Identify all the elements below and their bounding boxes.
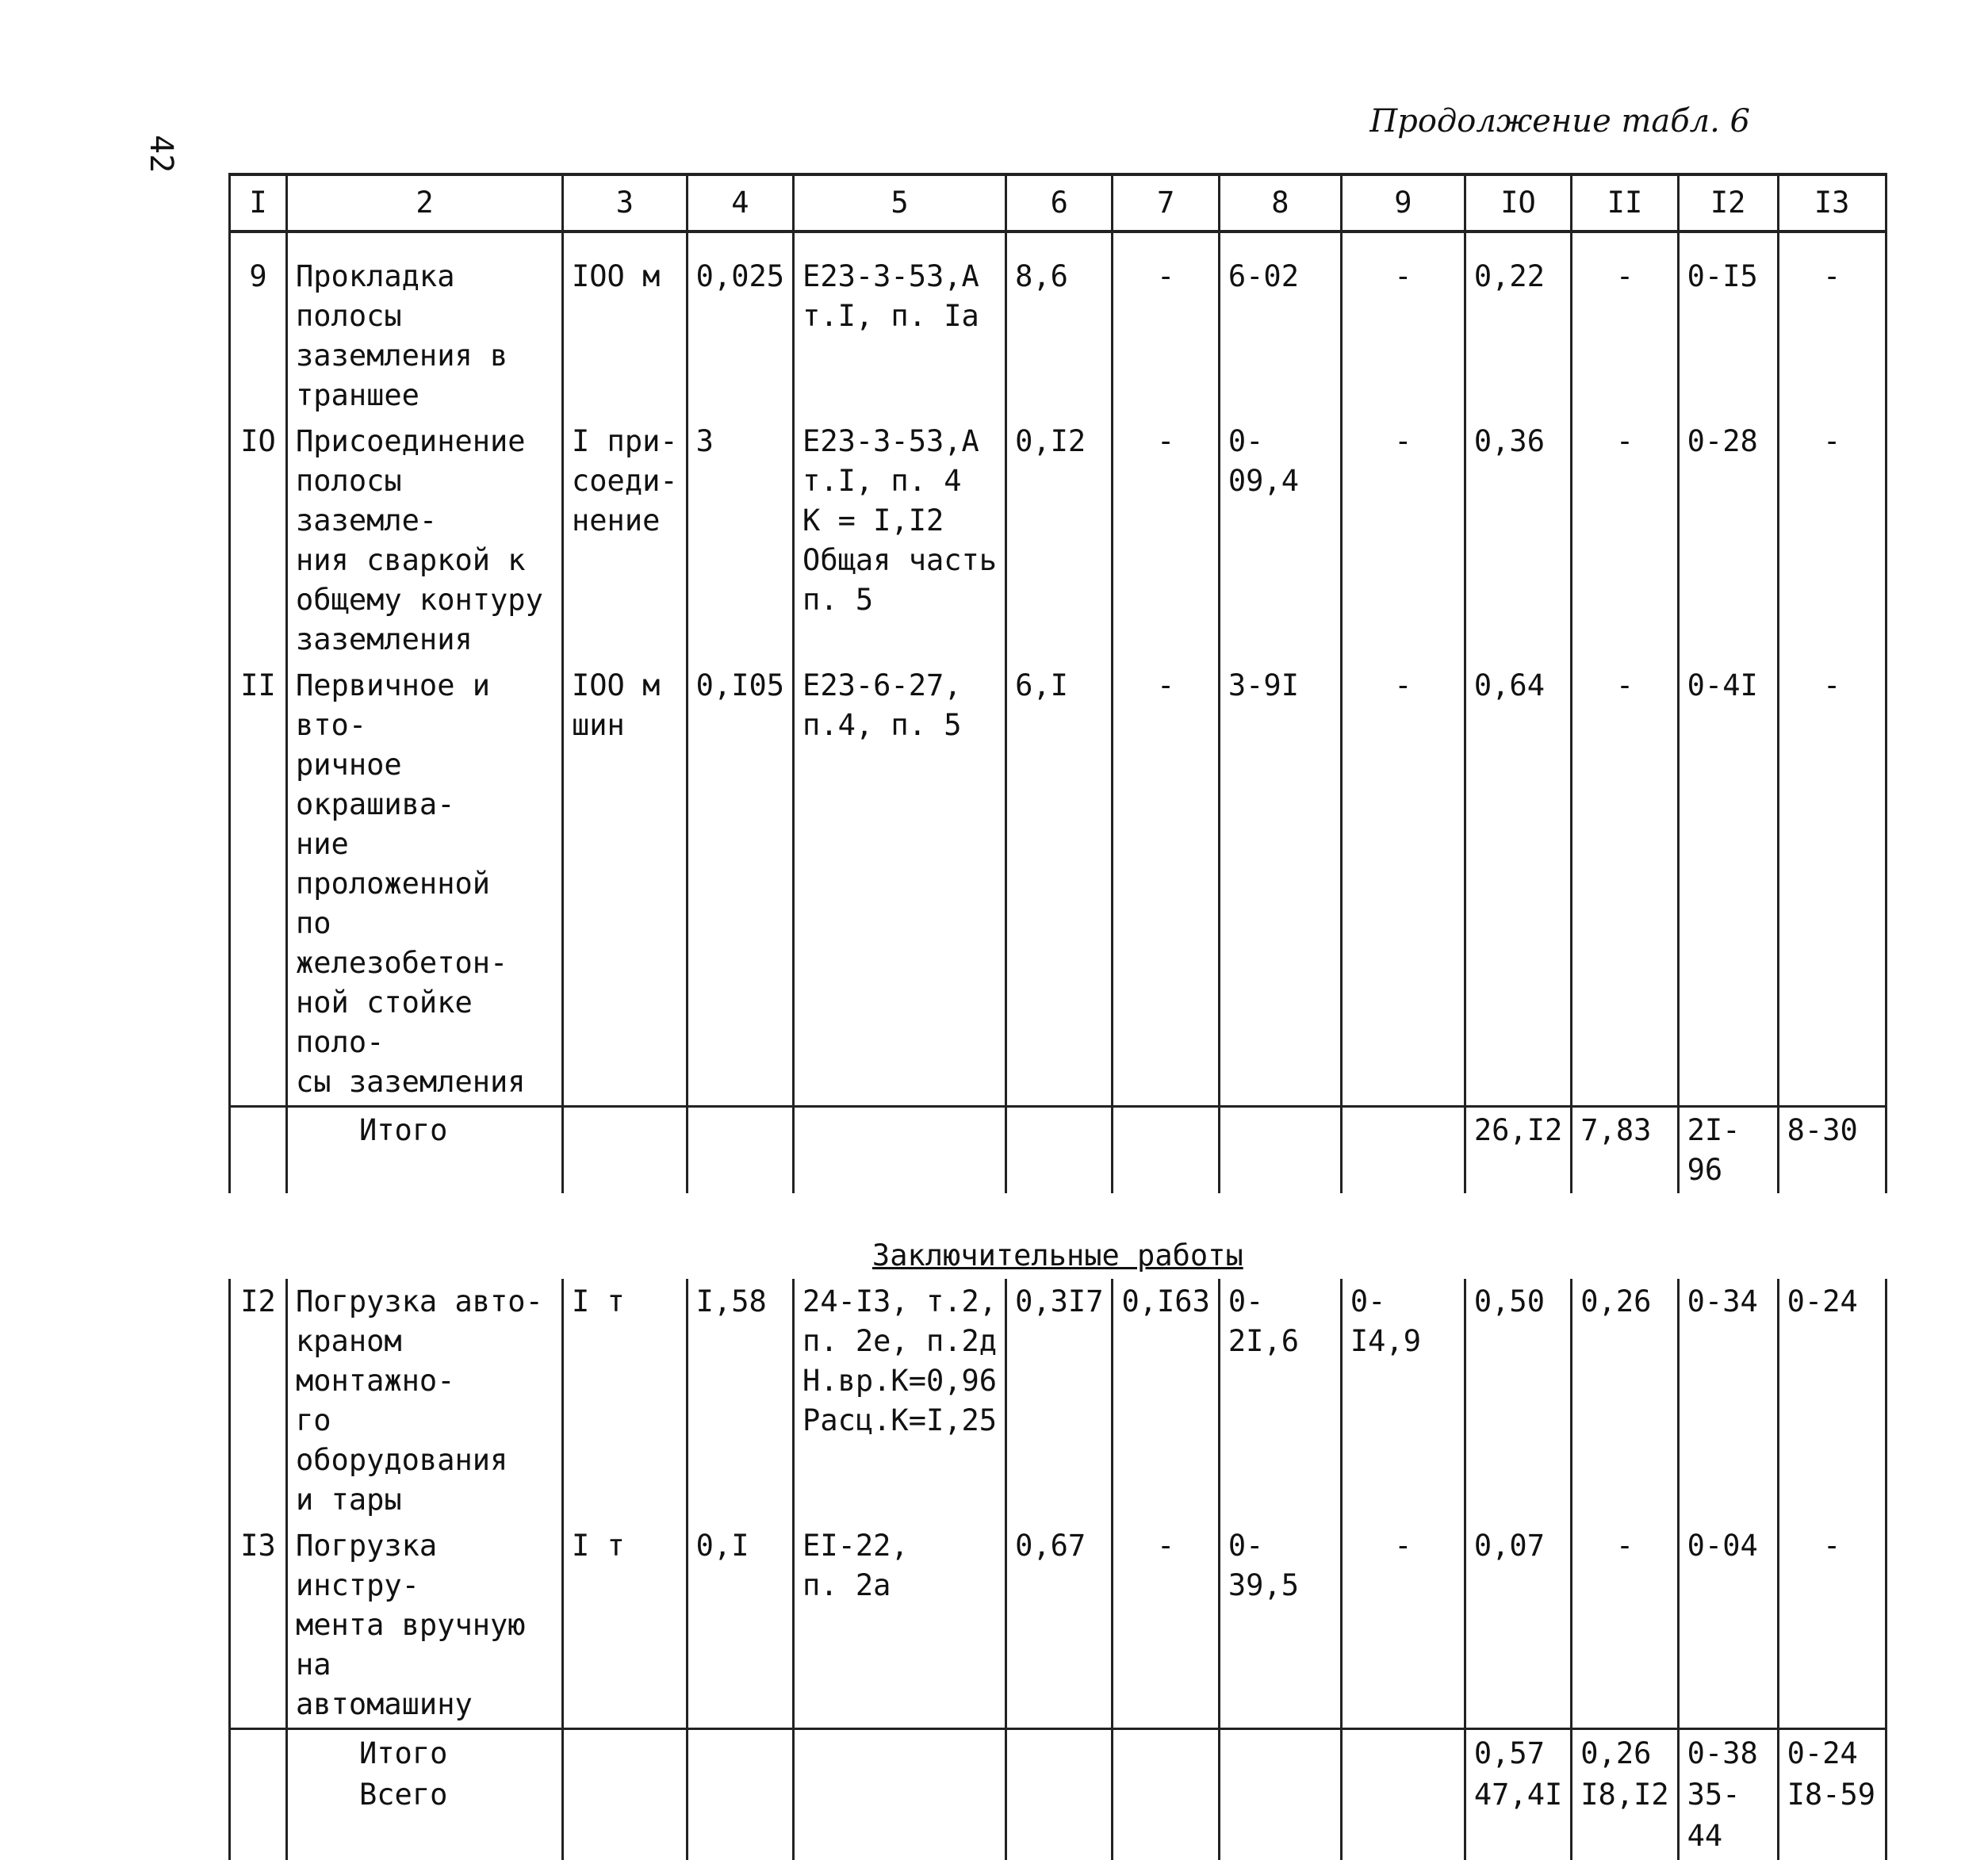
page-number: 42 xyxy=(143,135,179,173)
col-header: 5 xyxy=(794,174,1006,232)
final-total-13: 0-24 I8-59 xyxy=(1778,1729,1886,1860)
cell-9: - xyxy=(1341,1523,1465,1729)
norm-reference: Е23-3-53,А т.I, п. Iа xyxy=(794,232,1006,419)
empty-cell xyxy=(230,1729,287,1860)
quantity: I,58 xyxy=(687,1279,793,1523)
norm-reference: 24-I3, т.2, п. 2е, п.2д Н.вр.К=0,96 Расц.К=I,25 xyxy=(794,1279,1006,1523)
subtotal-row xyxy=(230,1107,1886,1194)
table-row xyxy=(230,232,1886,419)
section-header-row xyxy=(230,1193,1886,1279)
cell-13: - xyxy=(1778,419,1886,663)
empty-cell xyxy=(1113,1107,1219,1194)
header-row xyxy=(230,174,1886,232)
cell-7: - xyxy=(1113,419,1219,663)
table-row xyxy=(230,419,1886,663)
subtotal-10: 26,I2 xyxy=(1465,1107,1571,1194)
cell-8: 0-39,5 xyxy=(1219,1523,1341,1729)
empty-cell xyxy=(1341,1107,1465,1194)
col-header: 2 xyxy=(287,174,563,232)
col-header: 9 xyxy=(1341,174,1465,232)
empty-cell xyxy=(687,1107,793,1194)
col-header: 3 xyxy=(563,174,688,232)
cell-10: 0,36 xyxy=(1465,419,1571,663)
cell-13: 0-24 xyxy=(1778,1279,1886,1523)
norm-reference: Е23-6-27, п.4, п. 5 xyxy=(794,663,1006,1107)
unit: I т xyxy=(563,1523,688,1729)
final-labels xyxy=(287,1729,563,1860)
section-header-cell xyxy=(230,1193,1886,1279)
cell-13: - xyxy=(1778,1523,1886,1729)
col-header: I3 xyxy=(1778,174,1886,232)
cell-7: - xyxy=(1113,663,1219,1107)
cell-10: 0,22 xyxy=(1465,232,1571,419)
final-total-10: 0,57 47,4I xyxy=(1465,1729,1571,1860)
subtotal-12: 2I-96 xyxy=(1678,1107,1778,1194)
cell-7: - xyxy=(1113,232,1219,419)
cell-11: - xyxy=(1572,663,1678,1107)
empty-cell xyxy=(563,1729,688,1860)
table-row xyxy=(230,1279,1886,1523)
cell-6: 0,67 xyxy=(1006,1523,1113,1729)
work-name: Погрузка авто- краном монтажно- го оборудования и тары xyxy=(287,1279,563,1523)
cell-12: 0-04 xyxy=(1678,1523,1778,1729)
empty-cell xyxy=(794,1107,1006,1194)
quantity: 0,I05 xyxy=(687,663,793,1107)
empty-cell xyxy=(1006,1729,1113,1860)
cell-12: 0-28 xyxy=(1678,419,1778,663)
final-total-12: 0-38 35-44 xyxy=(1678,1729,1778,1860)
quantity: 0,I xyxy=(687,1523,793,1729)
cell-9: 0-I4,9 xyxy=(1341,1279,1465,1523)
norm-reference: Е23-3-53,А т.I, п. 4 К = I,I2 Общая часть п. 5 xyxy=(794,419,1006,663)
table-row xyxy=(230,663,1886,1107)
subtotal-label: Итого xyxy=(287,1107,563,1194)
cell-8: 6-02 xyxy=(1219,232,1341,419)
cell-7: - xyxy=(1113,1523,1219,1729)
cell-8: 0-09,4 xyxy=(1219,419,1341,663)
row-number: I3 xyxy=(230,1523,287,1729)
quantity: 0,025 xyxy=(687,232,793,419)
final-total-11: 0,26 I8,I2 xyxy=(1572,1729,1678,1860)
col-header: I xyxy=(230,174,287,232)
cell-11: - xyxy=(1572,1523,1678,1729)
work-name: Присоединение полосы заземле- ния сваркой к общему контуру заземления xyxy=(287,419,563,663)
cell-10: 0,07 xyxy=(1465,1523,1571,1729)
unit: IOO м xyxy=(563,232,688,419)
col-header: 7 xyxy=(1113,174,1219,232)
work-name: Погрузка инстру- мента вручную на автомашину xyxy=(287,1523,563,1729)
row-number: II xyxy=(230,663,287,1107)
cell-8: 0-2I,6 xyxy=(1219,1279,1341,1523)
empty-cell xyxy=(1113,1729,1219,1860)
col-header: II xyxy=(1572,174,1678,232)
cell-12: 0-34 xyxy=(1678,1279,1778,1523)
itogo-label: Итого xyxy=(359,1736,447,1770)
empty-cell xyxy=(1219,1729,1341,1860)
unit: I т xyxy=(563,1279,688,1523)
cell-11: 0,26 xyxy=(1572,1279,1678,1523)
row-number: 9 xyxy=(230,232,287,419)
empty-cell xyxy=(1006,1107,1113,1194)
cell-10: 0,64 xyxy=(1465,663,1571,1107)
cell-9: - xyxy=(1341,419,1465,663)
cell-9: - xyxy=(1341,232,1465,419)
table-row xyxy=(230,1523,1886,1729)
row-number: I2 xyxy=(230,1279,287,1523)
col-header: 6 xyxy=(1006,174,1113,232)
cell-12: 0-4I xyxy=(1678,663,1778,1107)
empty-cell xyxy=(687,1729,793,1860)
unit: IOO м шин xyxy=(563,663,688,1107)
empty-cell xyxy=(1219,1107,1341,1194)
col-header: IO xyxy=(1465,174,1571,232)
cell-13: - xyxy=(1778,663,1886,1107)
cell-6: 0,3I7 xyxy=(1006,1279,1113,1523)
cell-6: 8,6 xyxy=(1006,232,1113,419)
row-number: IO xyxy=(230,419,287,663)
cell-8: 3-9I xyxy=(1219,663,1341,1107)
work-name: Первичное и вто- ричное окрашива- ние проложенной по железобетон- ной стойке поло- сы заземления xyxy=(287,663,563,1107)
empty-cell xyxy=(230,1107,287,1194)
subtotal-11: 7,83 xyxy=(1572,1107,1678,1194)
col-header: I2 xyxy=(1678,174,1778,232)
section-title: Заключительные работы xyxy=(872,1238,1243,1273)
col-header: 8 xyxy=(1219,174,1341,232)
table-caption: Продолжение табл. 6 xyxy=(1369,103,1750,140)
cell-11: - xyxy=(1572,419,1678,663)
work-name: Прокладка полосы заземления в траншее xyxy=(287,232,563,419)
empty-cell xyxy=(794,1729,1006,1860)
cell-6: 0,I2 xyxy=(1006,419,1113,663)
cell-11: - xyxy=(1572,232,1678,419)
subtotal-13: 8-30 xyxy=(1778,1107,1886,1194)
empty-cell xyxy=(1341,1729,1465,1860)
col-header: 4 xyxy=(687,174,793,232)
vsego-label: Всего xyxy=(359,1778,447,1812)
cell-10: 0,50 xyxy=(1465,1279,1571,1523)
empty-cell xyxy=(563,1107,688,1194)
quantity: 3 xyxy=(687,419,793,663)
estimate-table xyxy=(228,173,1887,1860)
final-totals-row xyxy=(230,1729,1886,1860)
unit: I при- соеди- нение xyxy=(563,419,688,663)
cell-13: - xyxy=(1778,232,1886,419)
cell-6: 6,I xyxy=(1006,663,1113,1107)
cell-12: 0-I5 xyxy=(1678,232,1778,419)
norm-reference: ЕI-22, п. 2а xyxy=(794,1523,1006,1729)
cell-9: - xyxy=(1341,663,1465,1107)
cell-7: 0,I63 xyxy=(1113,1279,1219,1523)
